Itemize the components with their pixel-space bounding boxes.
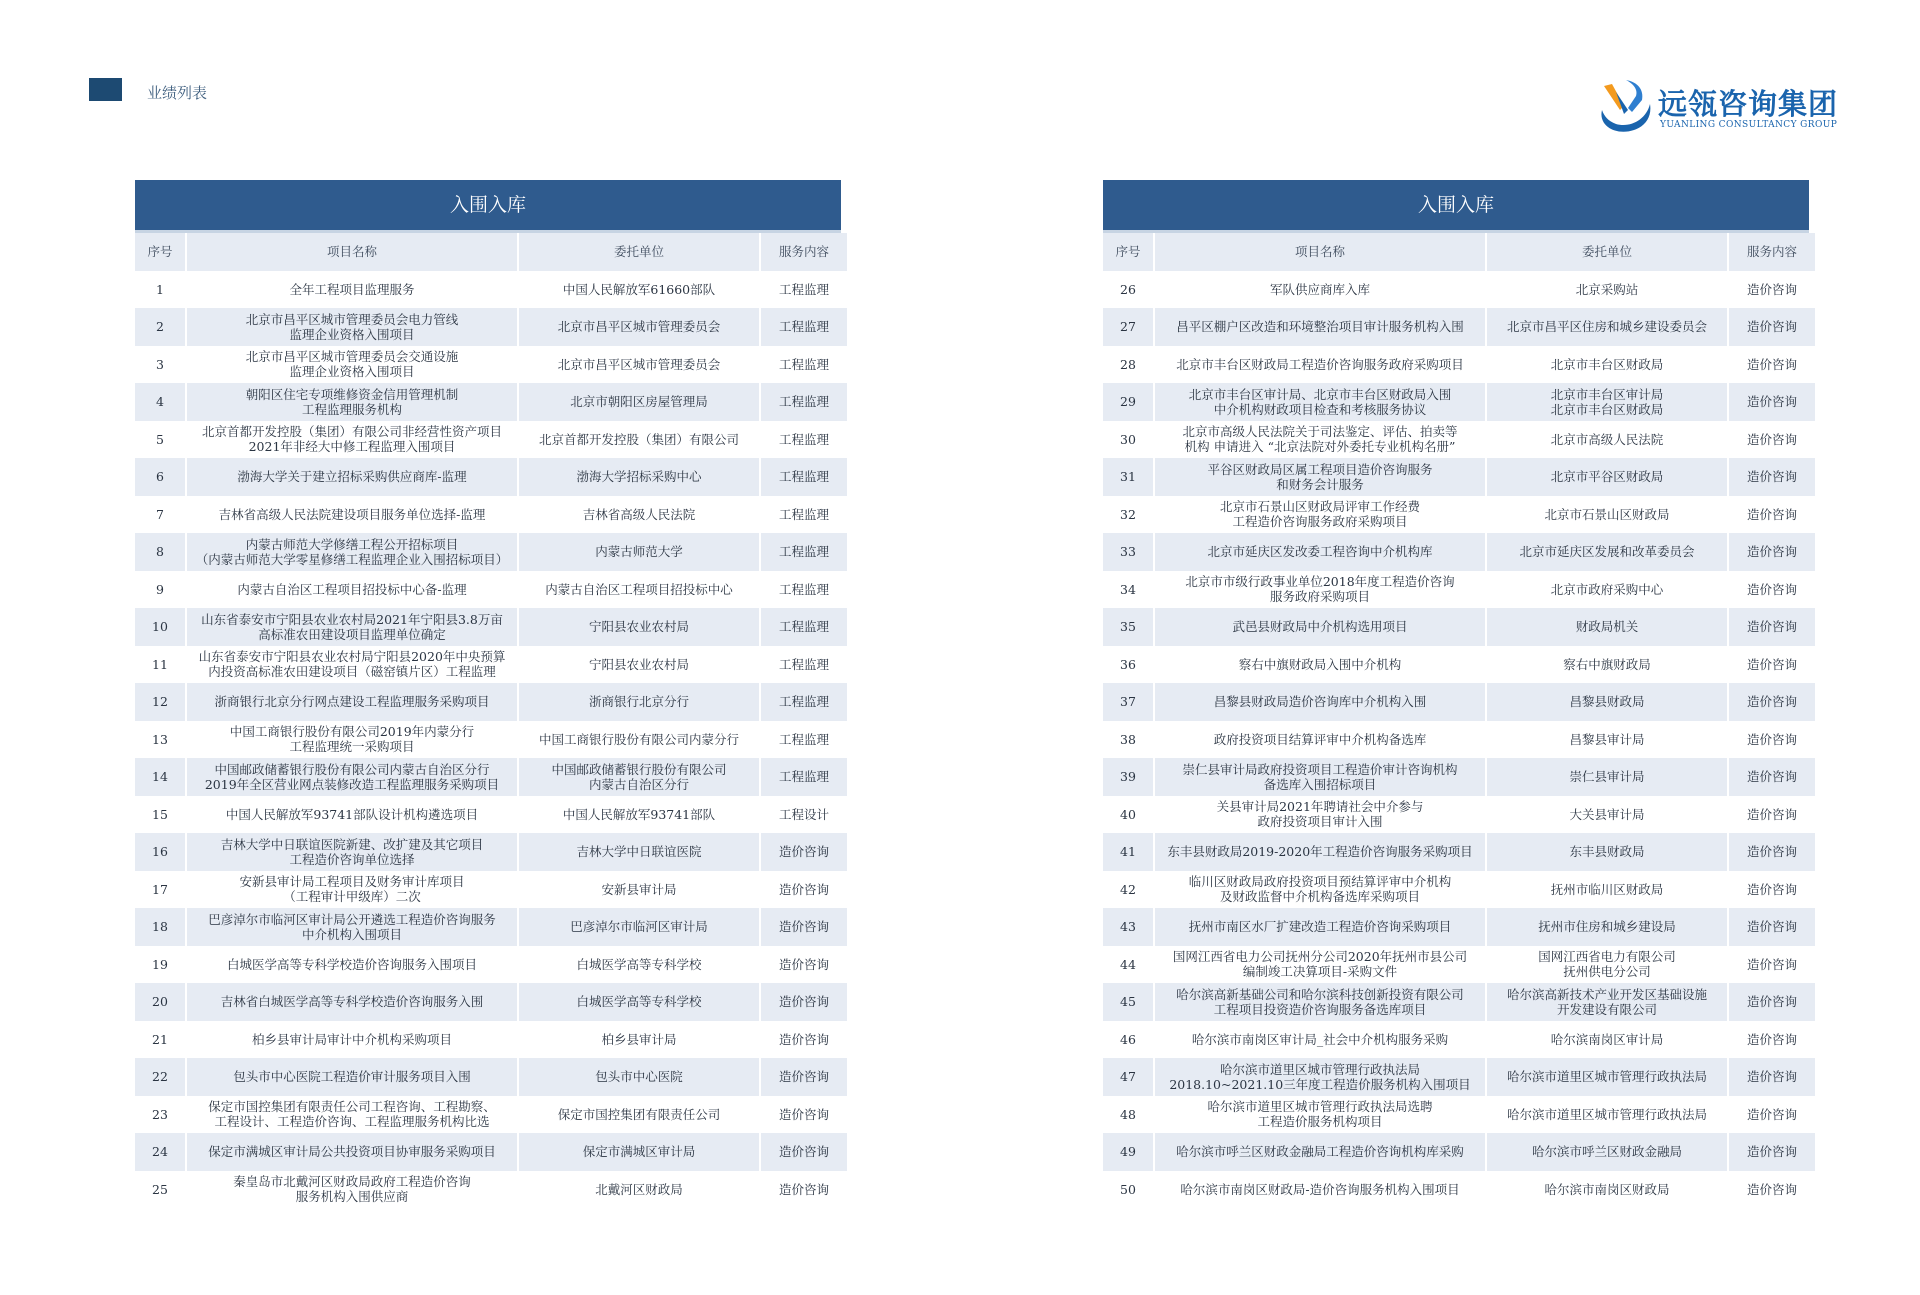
table-row [1103, 871, 1815, 909]
service-type: 造价咨询 [760, 1058, 847, 1096]
service-type: 工程监理 [760, 758, 847, 796]
service-type: 造价咨询 [1728, 646, 1815, 684]
row-number: 26 [1120, 281, 1136, 297]
project-name: 政府投资项目结算评审中介机构备选库 [1154, 721, 1486, 759]
table-row [1103, 496, 1815, 534]
table-row [1103, 608, 1815, 646]
service-type: 工程监理 [760, 571, 847, 609]
row-number: 20 [152, 994, 168, 1010]
project-name: 渤海大学关于建立招标采购供应商库-监理 [186, 458, 518, 496]
service-type: 造价咨询 [1728, 421, 1815, 459]
table-row [1103, 946, 1815, 984]
project-name: 保定市满城区审计局公共投资项目协审服务采购项目 [186, 1133, 518, 1171]
client-name: 安新县审计局 [518, 871, 760, 909]
service-type: 造价咨询 [1728, 571, 1815, 609]
table-row [1103, 833, 1815, 871]
project-name: 北京市市级行政事业单位2018年度工程造价咨询 服务政府采购项目 [1154, 571, 1486, 609]
client-name: 抚州市临川区财政局 [1486, 871, 1728, 909]
table-row [135, 983, 847, 1021]
row-number: 18 [152, 919, 168, 935]
table-row [135, 1058, 847, 1096]
service-type: 造价咨询 [1728, 496, 1815, 534]
table-row [1103, 458, 1815, 496]
service-type: 造价咨询 [760, 1021, 847, 1059]
service-type: 工程监理 [760, 646, 847, 684]
client-name: 中国人民解放军61660部队 [518, 271, 760, 309]
client-name: 北戴河区财政局 [518, 1171, 760, 1209]
client-name: 崇仁县审计局 [1486, 758, 1728, 796]
row-number: 27 [1120, 319, 1136, 335]
service-type: 造价咨询 [1728, 683, 1815, 721]
client-name: 昌黎县审计局 [1486, 721, 1728, 759]
row-number: 35 [1120, 619, 1136, 635]
service-type: 造价咨询 [1728, 796, 1815, 834]
row-number: 23 [152, 1106, 168, 1122]
row-number: 32 [1120, 506, 1136, 522]
row-number: 44 [1120, 956, 1136, 972]
client-name: 吉林省高级人民法院 [518, 496, 760, 534]
project-name: 柏乡县审计局审计中介机构采购项目 [186, 1021, 518, 1059]
table-row [135, 1021, 847, 1059]
service-type: 工程监理 [760, 383, 847, 421]
right-table-title: 入围入库 [1103, 180, 1809, 233]
service-type: 工程监理 [760, 533, 847, 571]
client-name: 北京市延庆区发展和改革委员会 [1486, 533, 1728, 571]
service-type: 造价咨询 [760, 1096, 847, 1134]
column-header: 项目名称 [1154, 233, 1486, 271]
row-number: 38 [1120, 731, 1136, 747]
service-type: 造价咨询 [1728, 908, 1815, 946]
table-row [135, 908, 847, 946]
table-row [1103, 421, 1815, 459]
client-name: 渤海大学招标采购中心 [518, 458, 760, 496]
table-row [135, 608, 847, 646]
project-name: 察右中旗财政局入围中介机构 [1154, 646, 1486, 684]
row-number: 31 [1120, 469, 1136, 485]
table-row [1103, 346, 1815, 384]
client-name: 东丰县财政局 [1486, 833, 1728, 871]
table-row [1103, 983, 1815, 1021]
row-number: 11 [152, 656, 168, 672]
table-header-row [1103, 233, 1815, 271]
client-name: 浙商银行北京分行 [518, 683, 760, 721]
service-type: 工程监理 [760, 721, 847, 759]
header-square-mark [89, 78, 122, 101]
row-number: 22 [152, 1069, 168, 1085]
table-row [135, 1096, 847, 1134]
client-name: 抚州市住房和城乡建设局 [1486, 908, 1728, 946]
table-row [1103, 683, 1815, 721]
service-type: 造价咨询 [1728, 946, 1815, 984]
table-row [1103, 1133, 1815, 1171]
row-number: 29 [1120, 394, 1136, 410]
project-name: 北京市丰台区财政局工程造价咨询服务政府采购项目 [1154, 346, 1486, 384]
row-number: 24 [152, 1144, 168, 1160]
table-row [135, 271, 847, 309]
column-header: 项目名称 [186, 233, 518, 271]
project-name: 东丰县财政局2019-2020年工程造价咨询服务采购项目 [1154, 833, 1486, 871]
table-row [1103, 533, 1815, 571]
row-number: 7 [156, 506, 164, 522]
table-row [1103, 646, 1815, 684]
logo-sub-text: YUANLING CONSULTANCY GROUP [1660, 120, 1838, 130]
service-type: 造价咨询 [1728, 458, 1815, 496]
table-row [1103, 1096, 1815, 1134]
row-number: 19 [152, 956, 168, 972]
row-number: 5 [156, 431, 164, 447]
table-row [1103, 308, 1815, 346]
table-row [1103, 721, 1815, 759]
client-name: 北京市石景山区财政局 [1486, 496, 1728, 534]
table-row [1103, 271, 1815, 309]
client-name: 财政局机关 [1486, 608, 1728, 646]
row-number: 49 [1120, 1144, 1136, 1160]
logo-emblem-icon [1594, 76, 1656, 138]
service-type: 造价咨询 [760, 833, 847, 871]
project-name: 中国邮政储蓄银行股份有限公司内蒙古自治区分行 2019年全区营业网点装修改造工程监理服务采购项目 [186, 758, 518, 796]
service-type: 造价咨询 [1728, 983, 1815, 1021]
column-header: 委托单位 [518, 233, 760, 271]
row-number: 14 [152, 769, 168, 785]
service-type: 造价咨询 [1728, 346, 1815, 384]
project-name: 北京市高级人民法院关于司法鉴定、评估、拍卖等 机构 申请进入 “北京法院对外委托专业机构名册” [1154, 421, 1486, 459]
project-name: 哈尔滨市呼兰区财政金融局工程造价咨询机构库采购 [1154, 1133, 1486, 1171]
client-name: 柏乡县审计局 [518, 1021, 760, 1059]
row-number: 3 [156, 356, 164, 372]
row-number: 47 [1120, 1069, 1136, 1085]
table-row [135, 421, 847, 459]
service-type: 造价咨询 [760, 1133, 847, 1171]
right-table-panel [1103, 180, 1809, 1208]
service-type: 造价咨询 [1728, 1096, 1815, 1134]
table-row [1103, 571, 1815, 609]
table-row [135, 533, 847, 571]
project-name: 北京市昌平区城市管理委员会交通设施 监理企业资格入围项目 [186, 346, 518, 384]
project-name: 白城医学高等专科学校造价咨询服务入围项目 [186, 946, 518, 984]
service-type: 造价咨询 [1728, 1058, 1815, 1096]
table-row [135, 1133, 847, 1171]
row-number: 17 [152, 881, 168, 897]
row-number: 6 [156, 469, 164, 485]
client-name: 北京市昌平区住房和城乡建设委员会 [1486, 308, 1728, 346]
project-name: 北京市石景山区财政局评审工作经费 工程造价咨询服务政府采购项目 [1154, 496, 1486, 534]
column-header: 服务内容 [760, 233, 847, 271]
column-header: 委托单位 [1486, 233, 1728, 271]
client-name: 保定市国控集团有限责任公司 [518, 1096, 760, 1134]
table-row [135, 871, 847, 909]
service-type: 造价咨询 [1728, 758, 1815, 796]
column-header: 序号 [1115, 244, 1141, 260]
row-number: 36 [1120, 656, 1136, 672]
client-name: 北京首都开发控股（集团）有限公司 [518, 421, 760, 459]
project-name: 北京市丰台区审计局、北京市丰台区财政局入围 中介机构财政项目检查和考核服务协议 [1154, 383, 1486, 421]
logo-name-text: 远瓴咨询集团 [1658, 87, 1839, 121]
row-number: 28 [1120, 356, 1136, 372]
table-row [135, 646, 847, 684]
project-name: 巴彦淖尔市临河区审计局公开遴选工程造价咨询服务 中介机构入围项目 [186, 908, 518, 946]
service-type: 造价咨询 [1728, 833, 1815, 871]
row-number: 10 [152, 619, 168, 635]
service-type: 工程监理 [760, 421, 847, 459]
client-name: 北京市昌平区城市管理委员会 [518, 346, 760, 384]
project-name: 昌黎县财政局造价咨询库中介机构入围 [1154, 683, 1486, 721]
row-number: 37 [1120, 694, 1136, 710]
row-number: 4 [156, 394, 164, 410]
project-name: 内蒙古师范大学修缮工程公开招标项目 （内蒙古师范大学零星修缮工程监理企业入围招标项目） [186, 533, 518, 571]
project-name: 朝阳区住宅专项维修资金信用管理机制 工程监理服务机构 [186, 383, 518, 421]
table-row [135, 1171, 847, 1209]
project-name: 山东省泰安市宁阳县农业农村局2021年宁阳县3.8万亩 高标准农田建设项目监理单位确定 [186, 608, 518, 646]
section-title: 业绩列表 [147, 84, 208, 102]
project-name: 内蒙古自治区工程项目招投标中心备-监理 [186, 571, 518, 609]
project-name: 崇仁县审计局政府投资项目工程造价审计咨询机构 备选库入围招标项目 [1154, 758, 1486, 796]
project-name: 全年工程项目监理服务 [186, 271, 518, 309]
table-row [135, 496, 847, 534]
client-name: 哈尔滨南岗区审计局 [1486, 1021, 1728, 1059]
right-table [1103, 233, 1815, 1208]
left-table-title: 入围入库 [135, 180, 841, 233]
project-name: 军队供应商库入库 [1154, 271, 1486, 309]
client-name: 北京采购站 [1486, 271, 1728, 309]
service-type: 造价咨询 [1728, 533, 1815, 571]
left-table [135, 233, 847, 1208]
service-type: 造价咨询 [1728, 271, 1815, 309]
client-name: 北京市丰台区财政局 [1486, 346, 1728, 384]
client-name: 包头市中心医院 [518, 1058, 760, 1096]
service-type: 造价咨询 [760, 946, 847, 984]
client-name: 哈尔滨市呼兰区财政金融局 [1486, 1133, 1728, 1171]
row-number: 50 [1120, 1181, 1136, 1197]
service-type: 造价咨询 [1728, 1171, 1815, 1209]
service-type: 造价咨询 [1728, 608, 1815, 646]
table-row [135, 458, 847, 496]
row-number: 48 [1120, 1106, 1136, 1122]
project-name: 包头市中心医院工程造价审计服务项目入围 [186, 1058, 518, 1096]
project-name: 武邑县财政局中介机构选用项目 [1154, 608, 1486, 646]
row-number: 33 [1120, 544, 1136, 560]
service-type: 造价咨询 [1728, 1133, 1815, 1171]
row-number: 45 [1120, 994, 1136, 1010]
table-row [1103, 758, 1815, 796]
company-logo [1594, 76, 1852, 138]
table-row [135, 833, 847, 871]
project-name: 浙商银行北京分行网点建设工程监理服务采购项目 [186, 683, 518, 721]
row-number: 42 [1120, 881, 1136, 897]
row-number: 40 [1120, 806, 1136, 822]
service-type: 造价咨询 [1728, 871, 1815, 909]
client-name: 国网江西省电力有限公司 抚州供电分公司 [1486, 946, 1728, 984]
service-type: 造价咨询 [1728, 721, 1815, 759]
client-name: 大关县审计局 [1486, 796, 1728, 834]
table-row [135, 346, 847, 384]
project-name: 北京首都开发控股（集团）有限公司非经营性资产项目 2021年非经大中修工程监理入围项目 [186, 421, 518, 459]
table-row [1103, 796, 1815, 834]
table-row [135, 571, 847, 609]
left-table-panel [135, 180, 841, 1208]
service-type: 工程监理 [760, 458, 847, 496]
table-row [1103, 908, 1815, 946]
service-type: 造价咨询 [760, 1171, 847, 1209]
row-number: 43 [1120, 919, 1136, 935]
table-row [135, 721, 847, 759]
project-name: 中国工商银行股份有限公司2019年内蒙分行 工程监理统一采购项目 [186, 721, 518, 759]
client-name: 内蒙古师范大学 [518, 533, 760, 571]
client-name: 宁阳县农业农村局 [518, 646, 760, 684]
project-name: 安新县审计局工程项目及财务审计库项目 （工程审计甲级库）二次 [186, 871, 518, 909]
service-type: 工程监理 [760, 308, 847, 346]
client-name: 白城医学高等专科学校 [518, 946, 760, 984]
row-number: 16 [152, 844, 168, 860]
service-type: 造价咨询 [1728, 383, 1815, 421]
client-name: 宁阳县农业农村局 [518, 608, 760, 646]
project-name: 北京市延庆区发改委工程咨询中介机构库 [1154, 533, 1486, 571]
project-name: 平谷区财政局区属工程项目造价咨询服务 和财务会计服务 [1154, 458, 1486, 496]
project-name: 吉林省高级人民法院建设项目服务单位选择-监理 [186, 496, 518, 534]
client-name: 察右中旗财政局 [1486, 646, 1728, 684]
project-name: 秦皇岛市北戴河区财政局政府工程造价咨询 服务机构入围供应商 [186, 1171, 518, 1209]
row-number: 1 [156, 281, 164, 297]
table-row [135, 758, 847, 796]
table-row [135, 796, 847, 834]
table-row [1103, 1021, 1815, 1059]
service-type: 工程监理 [760, 496, 847, 534]
row-number: 15 [152, 806, 168, 822]
client-name: 巴彦淖尔市临河区审计局 [518, 908, 760, 946]
project-name: 保定市国控集团有限责任公司工程咨询、工程勘察、 工程设计、工程造价咨询、工程监理服务机构比选 [186, 1096, 518, 1134]
service-type: 造价咨询 [1728, 1021, 1815, 1059]
row-number: 25 [152, 1181, 168, 1197]
service-type: 造价咨询 [760, 908, 847, 946]
project-name: 北京市昌平区城市管理委员会电力管线 监理企业资格入围项目 [186, 308, 518, 346]
project-name: 哈尔滨高新基础公司和哈尔滨科技创新投资有限公司 工程项目投资造价咨询服务备选库项目 [1154, 983, 1486, 1021]
table-row [135, 683, 847, 721]
client-name: 北京市丰台区审计局 北京市丰台区财政局 [1486, 383, 1728, 421]
project-name: 哈尔滨市道里区城市管理行政执法局 2018.10~2021.10三年度工程造价服务机构入围项目 [1154, 1058, 1486, 1096]
service-type: 工程监理 [760, 271, 847, 309]
project-name: 中国人民解放军93741部队设计机构遴选项目 [186, 796, 518, 834]
row-number: 46 [1120, 1031, 1136, 1047]
table-row [1103, 1171, 1815, 1209]
table-row [1103, 1058, 1815, 1096]
row-number: 21 [152, 1031, 168, 1047]
client-name: 北京市高级人民法院 [1486, 421, 1728, 459]
client-name: 昌黎县财政局 [1486, 683, 1728, 721]
project-name: 山东省泰安市宁阳县农业农村局宁阳县2020年中央预算 内投资高标准农田建设项目（磁窑镇片区）工程监理 [186, 646, 518, 684]
client-name: 吉林大学中日联谊医院 [518, 833, 760, 871]
project-name: 临川区财政局政府投资项目预结算评审中介机构 及财政监督中介机构备选库采购项目 [1154, 871, 1486, 909]
client-name: 北京市政府采购中心 [1486, 571, 1728, 609]
row-number: 8 [156, 544, 164, 560]
client-name: 中国邮政储蓄银行股份有限公司 内蒙古自治区分行 [518, 758, 760, 796]
project-name: 抚州市南区水厂扩建改造工程造价咨询采购项目 [1154, 908, 1486, 946]
service-type: 造价咨询 [760, 983, 847, 1021]
service-type: 造价咨询 [1728, 308, 1815, 346]
project-name: 关县审计局2021年聘请社会中介参与 政府投资项目审计入围 [1154, 796, 1486, 834]
client-name: 白城医学高等专科学校 [518, 983, 760, 1021]
client-name: 北京市平谷区财政局 [1486, 458, 1728, 496]
row-number: 13 [152, 731, 168, 747]
client-name: 哈尔滨市道里区城市管理行政执法局 [1486, 1096, 1728, 1134]
client-name: 哈尔滨高新技术产业开发区基础设施 开发建设有限公司 [1486, 983, 1728, 1021]
row-number: 41 [1120, 844, 1136, 860]
client-name: 中国人民解放军93741部队 [518, 796, 760, 834]
column-header: 序号 [147, 244, 173, 260]
service-type: 工程监理 [760, 683, 847, 721]
row-number: 34 [1120, 581, 1136, 597]
table-header-row [135, 233, 847, 271]
service-type: 工程设计 [760, 796, 847, 834]
row-number: 12 [152, 694, 168, 710]
service-type: 工程监理 [760, 346, 847, 384]
client-name: 保定市满城区审计局 [518, 1133, 760, 1171]
project-name: 哈尔滨市南岗区审计局_社会中介机构服务采购 [1154, 1021, 1486, 1059]
row-number: 39 [1120, 769, 1136, 785]
client-name: 北京市朝阳区房屋管理局 [518, 383, 760, 421]
column-header: 服务内容 [1728, 233, 1815, 271]
project-name: 吉林大学中日联谊医院新建、改扩建及其它项目 工程造价咨询单位选择 [186, 833, 518, 871]
project-name: 国网江西省电力公司抚州分公司2020年抚州市县公司 编制竣工决算项目-采购文件 [1154, 946, 1486, 984]
client-name: 内蒙古自治区工程项目招投标中心 [518, 571, 760, 609]
row-number: 9 [156, 581, 164, 597]
table-row [135, 308, 847, 346]
service-type: 工程监理 [760, 608, 847, 646]
project-name: 哈尔滨市道里区城市管理行政执法局选聘 工程造价服务机构项目 [1154, 1096, 1486, 1134]
table-row [1103, 383, 1815, 421]
table-row [135, 946, 847, 984]
client-name: 哈尔滨市南岗区财政局 [1486, 1171, 1728, 1209]
row-number: 30 [1120, 431, 1136, 447]
client-name: 北京市昌平区城市管理委员会 [518, 308, 760, 346]
client-name: 哈尔滨市道里区城市管理行政执法局 [1486, 1058, 1728, 1096]
project-name: 昌平区棚户区改造和环境整治项目审计服务机构入围 [1154, 308, 1486, 346]
row-number: 2 [156, 319, 164, 335]
client-name: 中国工商银行股份有限公司内蒙分行 [518, 721, 760, 759]
table-row [135, 383, 847, 421]
project-name: 吉林省白城医学高等专科学校造价咨询服务入围 [186, 983, 518, 1021]
service-type: 造价咨询 [760, 871, 847, 909]
project-name: 哈尔滨市南岗区财政局-造价咨询服务机构入围项目 [1154, 1171, 1486, 1209]
